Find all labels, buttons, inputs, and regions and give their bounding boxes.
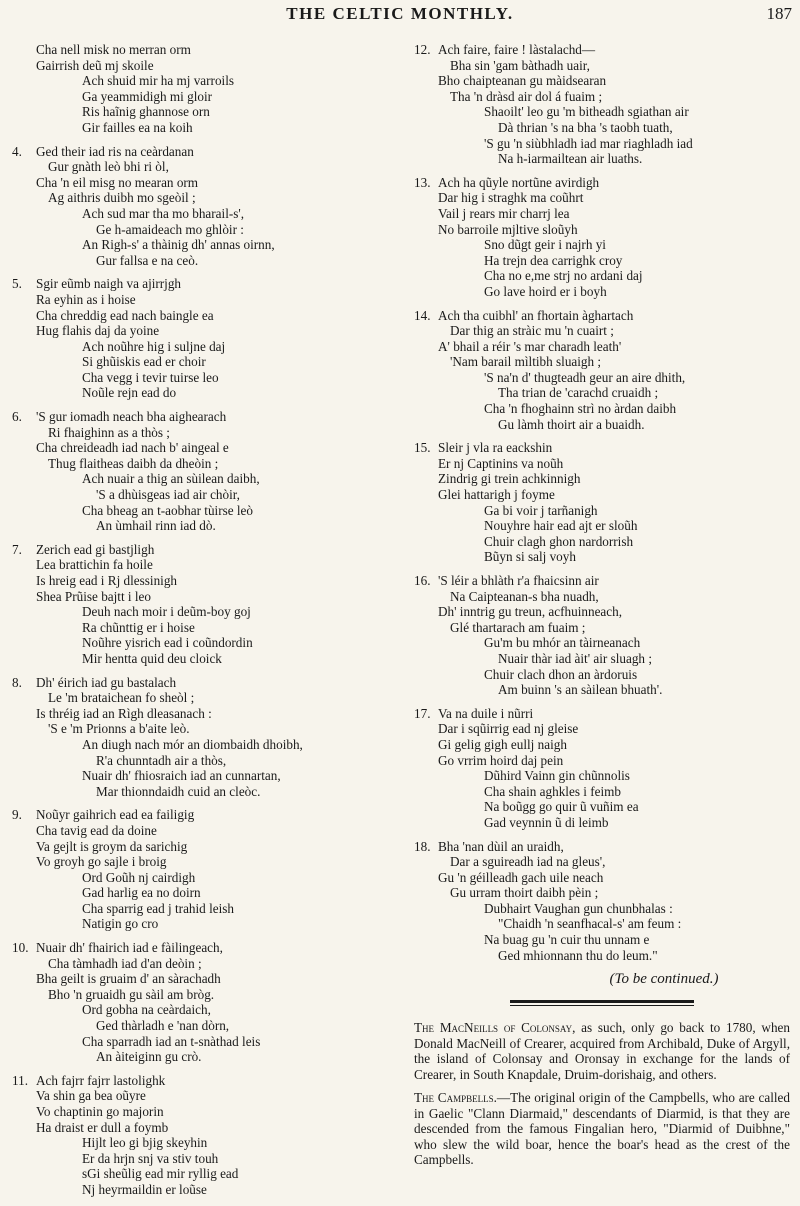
verse-line: Cha nell misk no merran orm <box>36 42 191 57</box>
verse-line: An ùmhail rinn iad dò. <box>96 518 216 534</box>
stanza <box>12 42 402 136</box>
verse-line: Dh' éirich iad gu bastalach <box>36 674 177 690</box>
verse-line: An Righ-s' a thàinig dh' annas oirnn, <box>82 237 275 253</box>
verse-line: Nuair dh' fhairich iad e fàilingeach, <box>36 940 223 956</box>
stanza-number: 10. <box>12 940 29 956</box>
verse-line: 'Nam barail mìltibh sluaigh ; <box>450 354 602 370</box>
verse-line: Bho 'n gruaidh gu sàil am bròg. <box>48 986 215 1002</box>
verse-line: Vo chaptinin go majorin <box>36 1104 164 1119</box>
verse-line: Gu 'n géilleadh gach uile neach <box>438 869 604 885</box>
stanza <box>12 675 402 800</box>
note-heading: The Campbells. <box>414 1090 497 1106</box>
verse-line: Ach ha qũyle nortũne avirdigh <box>438 174 600 190</box>
verse-line: Vo groyh go sajle i broig <box>36 854 167 870</box>
verse-line: Na boũgg go quir ũ vuñim ea <box>484 799 639 815</box>
stanza <box>12 276 402 401</box>
verse-line: Noũhre yisrich ead i coũndordin <box>82 635 253 651</box>
verse-line: R'a chunntadh air a thòs, <box>96 752 227 768</box>
verse-line: Dũhird Vainn gin chũnnolis <box>484 768 630 784</box>
stanza <box>414 308 794 433</box>
verse-line: Bha 'nan dùil an uraidh, <box>438 838 564 854</box>
verse-line: Dar hig i straghk ma coũhrt <box>438 190 584 206</box>
verse-line: Er da hrjn snj va stiv touh <box>82 1150 219 1166</box>
page-header <box>0 4 800 26</box>
verse-line: Bho chaipteanan gu màidsearan <box>438 73 607 89</box>
verse-line: Cha 'n fhoghainn strì no àrdan daibh <box>484 401 677 417</box>
verse-line: Cha shain aghkles i feimb <box>484 783 621 799</box>
verse-line: Cha 'n eil misg no mearan orm <box>36 174 199 190</box>
verse-line: Cha bheag an t-aobhar tùirse leò <box>82 502 254 518</box>
to-be-continued: (To be continued.) <box>609 971 719 988</box>
verse-line: Cha sparradh iad an t-snàthad leis <box>82 1033 261 1049</box>
stanza-number: 8. <box>12 674 22 690</box>
verse-line: Dh' inntrig gu treun, acfhuinneach, <box>438 604 623 620</box>
verse-line: Cha sparrig ead j trahid leish <box>82 900 234 916</box>
verse-line: Cha no e,me strj no ardani daj <box>484 268 643 284</box>
note-campbells <box>414 1090 790 1168</box>
stanza <box>414 839 794 964</box>
verse-line: Ach sud mar tha mo bharail-s', <box>82 205 245 221</box>
verse-line: Ris haĩnig ghannose orn <box>82 104 210 120</box>
verse-line: Zerich ead gi bastjligh <box>36 541 155 557</box>
verse-line: Ged mhionnann thu do leum." <box>498 947 658 963</box>
verse-line: Hug flahis daj da yoine <box>36 323 160 339</box>
verse-line: Ach noũhre hig i suljne daj <box>82 338 226 354</box>
verse-line: Ga bi voir j tarñanigh <box>484 502 598 518</box>
note-macneills <box>414 1020 790 1082</box>
verse-line: Ag aithris duibh mo sgeòil ; <box>48 190 196 206</box>
verse-line: Cha tavig ead da doine <box>36 822 157 838</box>
verse-line: An diugh nach mór an diombaidh dhoibh, <box>82 736 303 752</box>
verse-line: Shea Prũise bajtt i leo <box>36 588 152 604</box>
verse-line: Ach tha cuibhl' an fhortain àghartach <box>438 307 634 323</box>
verse-line: Zindrig gi trein achkinnigh <box>438 471 581 487</box>
verse-line: Ha trejn dea carrighk croy <box>484 252 623 268</box>
verse-line: Gi gelig gigh eullj naigh <box>438 736 567 752</box>
verse-line: Gur gnàth leò bhi ri òl, <box>48 159 169 175</box>
verse-line: Ra eyhin as i hoise <box>36 291 136 307</box>
verse-line: Cha chreddig ead nach baingle ea <box>36 307 214 323</box>
stanza-number: 14. <box>414 307 431 323</box>
verse-line: Chuir clach dhon an àrdoruis <box>484 666 638 682</box>
stanza-number: 17. <box>414 705 431 721</box>
verse-line: Am buinn 's an sàilean bhuath'. <box>498 682 663 698</box>
verse-line: Gur fallsa e na ceò. <box>96 252 199 268</box>
verse-line: No barroile mjltive sloũyh <box>438 221 578 237</box>
stanza-number: 9. <box>12 807 22 823</box>
verse-line: 'S léir a bhlàth r'a fhaicsinn air <box>438 573 599 588</box>
verse-line: Ach faire, faire ! làstalachd— <box>438 42 596 57</box>
stanza <box>414 440 794 565</box>
note-body: —The original origin of the Campbells, who are called in Gaelic "Clann Diarmaid," descendants of Diarmid, is that they are descended from the famous Fingalian hero, "Diarmid of Duibhne," who slew the wild boar, hence the boar's head as the crest of the Campbells. <box>414 1090 790 1168</box>
verse-line: Na Caipteanan-s bha nuadh, <box>450 588 599 604</box>
verse-line: Shaoilt' leo gu 'm bitheadh sgiathan air <box>484 104 689 120</box>
verse-line: Ord Goũh nj cairdigh <box>82 869 196 885</box>
stanza-number: 11. <box>12 1072 28 1088</box>
verse-line: sGi sheũlig ead mir ryllig ead <box>82 1166 239 1182</box>
verse-line: Natigin go cro <box>82 916 159 932</box>
verse-line: Chuir clagh ghon nardorrish <box>484 533 634 549</box>
verse-line: "Chaidh 'n seanfhacal-s' am feum : <box>498 916 682 932</box>
verse-line: Va na duile i nũrri <box>438 705 534 721</box>
note-body: as such, only go back to 1780, when Donald MacNeill of Crearer, acquired from Archibald, Duke of Argyll, the island of Colonsay and Oronsay in exchange for the lands of Crearer, in South Knapdale, Druim-dorishaig, and others. <box>414 1020 790 1082</box>
verse-line: Ord gobha na ceàrdaich, <box>82 1002 211 1018</box>
verse-line: Si ghũiskis ead er choir <box>82 354 206 370</box>
verse-line: Gu'm bu mhór an tàirneanach <box>484 635 641 651</box>
verse-line: Gu urram thoirt daibh pèin ; <box>450 885 599 901</box>
section-rule-thick <box>510 1000 694 1003</box>
verse-line: Dubhairt Vaughan gun chunbhalas : <box>484 900 673 916</box>
verse-line: Gir failles ea na koih <box>82 119 193 135</box>
verse-line: Ri fhaighinn as a thòs ; <box>48 424 170 440</box>
stanza <box>414 42 794 167</box>
right-stanzas <box>414 42 794 963</box>
stanza <box>12 807 402 932</box>
verse-line: Le 'm brataichean fo sheòl ; <box>48 690 195 706</box>
verse-line: Va gejlt is groym da sarichig <box>36 838 188 854</box>
verse-line: Nuair dh' fhiosraich iad an cunnartan, <box>82 768 281 784</box>
verse-line: Noũyr gaihrich ead ea failigig <box>36 807 195 823</box>
stanza <box>414 573 794 698</box>
verse-line: Nouyhre hair ead ajt er sloũh <box>484 518 638 534</box>
verse-line: Nuair thàr iad àit' air sluagh ; <box>498 650 652 666</box>
verse-line: Ga yeammidigh mi gloir <box>82 88 213 104</box>
verse-line: 'S gur iomadh neach bha aighearach <box>36 409 227 425</box>
verse-line: Is thréig iad an Rìgh dleasanach : <box>36 705 212 721</box>
verse-line: Dà thrian 's na bha 's taobh tuath, <box>498 119 673 135</box>
stanza-number: 5. <box>12 276 22 292</box>
verse-line: Cha vegg i tevir tuirse leo <box>82 369 219 385</box>
verse-line: 'S gu 'n siùbhladh iad mar riaghladh iad <box>484 135 693 151</box>
verse-line: Thug flaitheas daibh da dheòin ; <box>48 455 219 471</box>
verse-line: Nj heyrmaildin er loũse <box>82 1181 207 1197</box>
verse-line: 'S na'n d' thugteadh geur an aire dhith, <box>484 369 686 385</box>
stanza <box>12 1073 402 1198</box>
stanza <box>414 706 794 831</box>
verse-line: Deuh nach moir i deũm-boy goj <box>82 604 251 620</box>
verse-line: Mar thionndaidh cuid an cleòc. <box>96 783 261 799</box>
verse-line: Vail j rears mir charrj lea <box>438 205 570 221</box>
verse-line: Is hreig ead i Rj dlessinigh <box>36 573 178 588</box>
verse-line: 'S a dhùisgeas iad air chòir, <box>96 487 240 503</box>
verse-line: Glé thartarach am fuaim ; <box>450 619 586 635</box>
stanza <box>12 144 402 269</box>
verse-line: Go lave hoird er i boyh <box>484 283 607 299</box>
verse-line: Er nj Captinins va noũh <box>438 455 564 471</box>
verse-line: Cha chreideadh iad nach b' aingeal e <box>36 440 229 456</box>
verse-line: Go vrrim hoird daj pein <box>438 752 564 768</box>
verse-line: A' bhail a réir 's mar charadh leath' <box>438 338 622 354</box>
verse-line: Ha draist er dull a foymb <box>36 1119 169 1135</box>
verse-line: An àiteiginn gu crò. <box>96 1049 202 1065</box>
verse-line: Na buag gu 'n cuir thu unnam e <box>484 932 650 948</box>
verse-line: Mir hentta quid deu cloick <box>82 650 222 666</box>
verse-line: 'S e 'm Prionns a b'aite leò. <box>48 721 190 737</box>
note-heading: The MacNeills of Colonsay, <box>414 1020 576 1036</box>
verse-line: Ach nuair a thig an sùilean daibh, <box>82 471 260 487</box>
verse-line: Ge h-amaideach mo ghlòir : <box>96 221 244 237</box>
stanza-number: 12. <box>414 42 431 57</box>
stanza <box>12 940 402 1065</box>
right-column <box>414 42 794 1168</box>
verse-line: Dar a sguireadh iad na gleus', <box>450 854 606 870</box>
verse-line: Gad veynnin ũ di leimb <box>484 814 609 830</box>
verse-line: Gu làmh thoirt air a buaidh. <box>498 416 645 432</box>
stanza <box>12 409 402 534</box>
verse-line: Gairrish deũ mj skoile <box>36 57 154 73</box>
verse-line: Sno dũgt geir i najrh yi <box>484 237 606 253</box>
verse-line: Sleir j vla ra eackshin <box>438 440 553 456</box>
stanza-number: 4. <box>12 143 22 159</box>
left-column <box>12 42 402 1206</box>
verse-line: Ged their iad ris na ceàrdanan <box>36 143 194 159</box>
stanza-number: 15. <box>414 440 431 456</box>
verse-line: Lea brattichin fa hoile <box>36 557 153 573</box>
verse-line: Ach shuid mir ha mj varroils <box>82 73 234 89</box>
verse-line: Bũyn si salj voyh <box>484 549 576 565</box>
stanza-number: 18. <box>414 838 431 854</box>
verse-line: Bha geilt is gruaim d' an sàrachadh <box>36 971 221 987</box>
verse-line: Hijlt leo gi bjig skeyhin <box>82 1135 208 1151</box>
verse-line: Tha 'n dràsd air dol á fuaim ; <box>450 88 603 104</box>
stanza <box>414 175 794 300</box>
stanza-number: 13. <box>414 174 431 190</box>
verse-line: Dar thig an stràic mu 'n cuairt ; <box>450 323 614 339</box>
stanza-number: 6. <box>12 409 22 425</box>
verse-line: Gad harlig ea no doirn <box>82 885 201 901</box>
stanza-number: 16. <box>414 573 431 588</box>
verse-line: Noũle rejn ead do <box>82 385 177 401</box>
verse-line: Bha sin 'gam bàthadh uair, <box>450 57 590 73</box>
section-rule-thin <box>510 1005 694 1006</box>
verse-line: Glei hattarigh j foyme <box>438 487 555 503</box>
page-number: 187 <box>766 4 792 23</box>
verse-line: Cha tàmhadh iad d'an deòin ; <box>48 955 202 971</box>
verse-line: Ach fajrr fajrr lastolighk <box>36 1072 166 1088</box>
verse-line: Dar i sqũirrig ead nj gleise <box>438 721 579 737</box>
stanza-number: 7. <box>12 541 22 557</box>
journal-title: THE CELTIC MONTHLY. <box>286 4 514 23</box>
verse-line: Sgir eũmb naigh va ajirrjgh <box>36 276 182 292</box>
stanza <box>12 542 402 667</box>
verse-line: Ged thàrladh e 'nan dòrn, <box>96 1018 230 1034</box>
verse-line: Ra chũnttig er i hoise <box>82 619 195 635</box>
verse-line: Va shin ga bea oũyre <box>36 1088 146 1104</box>
verse-line: Tha trian de 'carachd cruaidh ; <box>498 385 659 401</box>
verse-line: Na h-iarmailtean air luaths. <box>498 151 643 167</box>
